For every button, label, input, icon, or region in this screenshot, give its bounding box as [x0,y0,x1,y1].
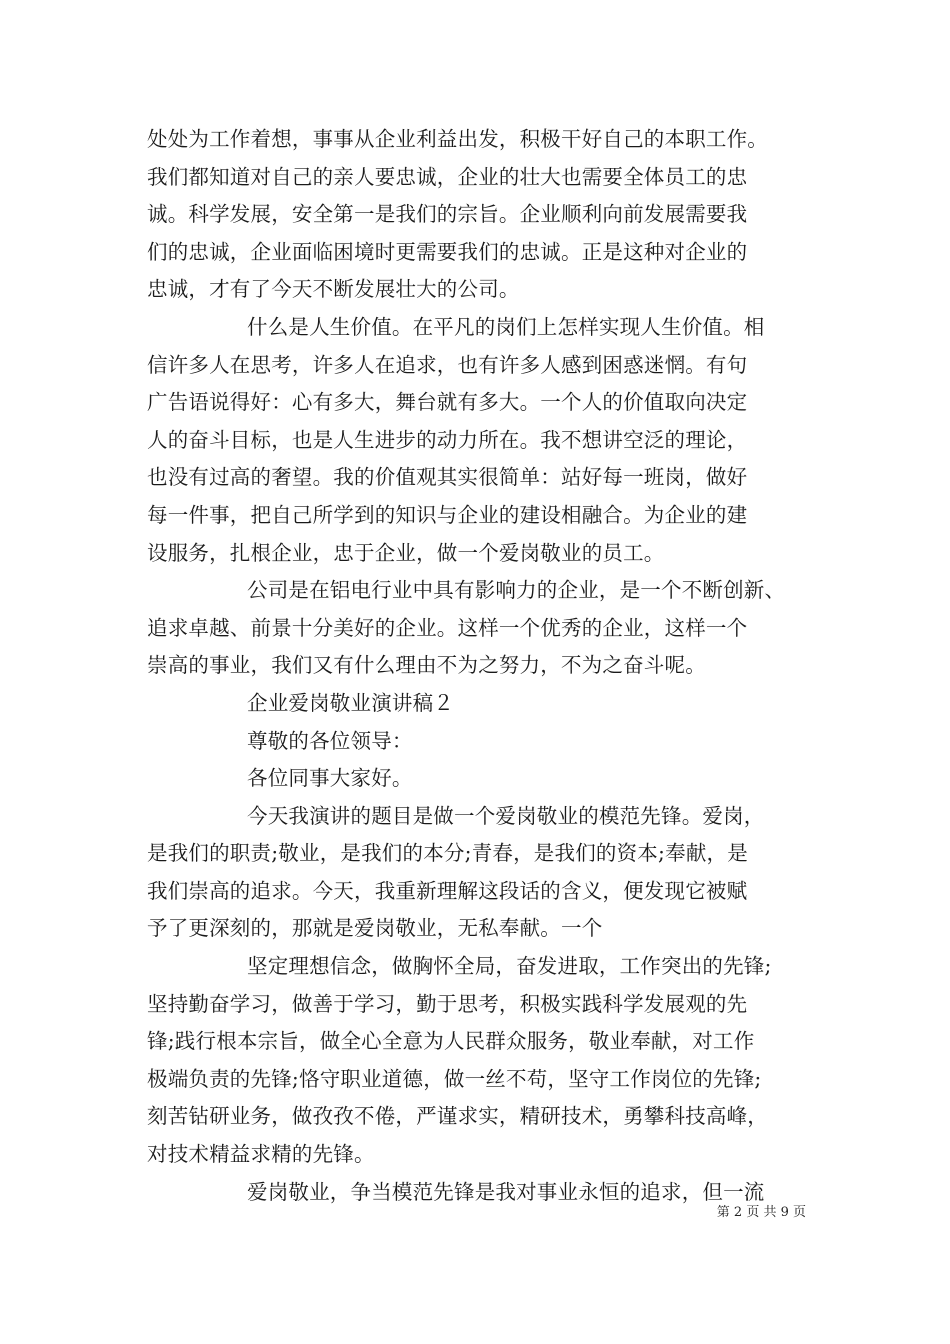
text-line: 予了更深刻的，那就是爱岗敬业，无私奉献。一个 [147,916,603,941]
text-line: 也没有过高的奢望。我的价值观其实很简单：站好每一班岗，做好 [147,465,748,490]
text-line: 什么是人生价值。在平凡的岗们上怎样实现人生价值。相 [247,314,765,339]
text-line: 公司是在铝电行业中具有影响力的企业，是一个不断创新、 [247,578,786,603]
text-line: 对技术精益求精的先锋。 [147,1142,375,1167]
document-body [147,121,811,1211]
text-line: 信许多人在思考，许多人在追求，也有许多人感到困惑迷惘。有句 [147,352,748,377]
text-line: 追求卓越、前景十分美好的企业。这样一个优秀的企业，这样一个 [147,615,748,640]
text-line: 坚定理想信念，做胸怀全局，奋发进取，工作突出的先锋; [247,954,772,979]
text-line: 设服务，扎根企业，忠于企业，做一个爱岗敬业的员工。 [147,540,665,565]
text-line: 锋;践行根本宗旨，做全心全意为人民群众服务，敬业奉献，对工作 [147,1029,755,1054]
page-number-footer: 第 2 页 共 9 页 [716,1205,806,1220]
text-line: 们的忠诚，企业面临困境时更需要我们的忠诚。正是这种对企业的 [147,239,748,264]
text-line: 是我们的职责;敬业，是我们的本分;青春，是我们的资本;奉献，是 [147,841,748,866]
text-line: 爱岗敬业，争当模范先锋是我对事业永恒的追求，但一流 [247,1179,765,1204]
text-line: 极端负责的先锋;恪守职业道德，做一丝不苟，坚守工作岗位的先锋; [147,1066,762,1091]
text-line: 尊敬的各位领导： [247,728,413,753]
text-line: 今天我演讲的题目是做一个爱岗敬业的模范先锋。爱岗， [247,803,765,828]
text-line: 刻苦钻研业务，做孜孜不倦，严谨求实，精研技术，勇攀科技高峰， [147,1104,768,1129]
text-line: 每一件事，把自己所学到的知识与企业的建设相融合。为企业的建 [147,502,748,527]
text-line: 我们崇高的追求。今天，我重新理解这段话的含义，便发现它被赋 [147,878,748,903]
text-line: 各位同事大家好。 [247,766,413,791]
text-line: 忠诚，才有了今天不断发展壮大的公司。 [147,277,520,302]
text-line: 崇高的事业，我们又有什么理由不为之努力，不为之奋斗呢。 [147,653,706,678]
text-line: 处处为工作着想，事事从企业利益出发，积极干好自己的本职工作。 [147,127,768,151]
text-line: 企业爱岗敬业演讲稿２ [247,690,454,715]
text-line: 坚持勤奋学习，做善于学习，勤于思考，积极实践科学发展观的先 [147,991,748,1016]
text-line: 诚。科学发展，安全第一是我们的宗旨。企业顺利向前发展需要我 [147,202,748,227]
text-line: 人的奋斗目标，也是人生进步的动力所在。我不想讲空泛的理论， [147,427,748,452]
text-line: 我们都知道对自己的亲人要忠诚，企业的壮大也需要全体员工的忠 [147,164,748,189]
text-line: 广告语说得好：心有多大，舞台就有多大。一个人的价值取向决定 [147,390,748,415]
